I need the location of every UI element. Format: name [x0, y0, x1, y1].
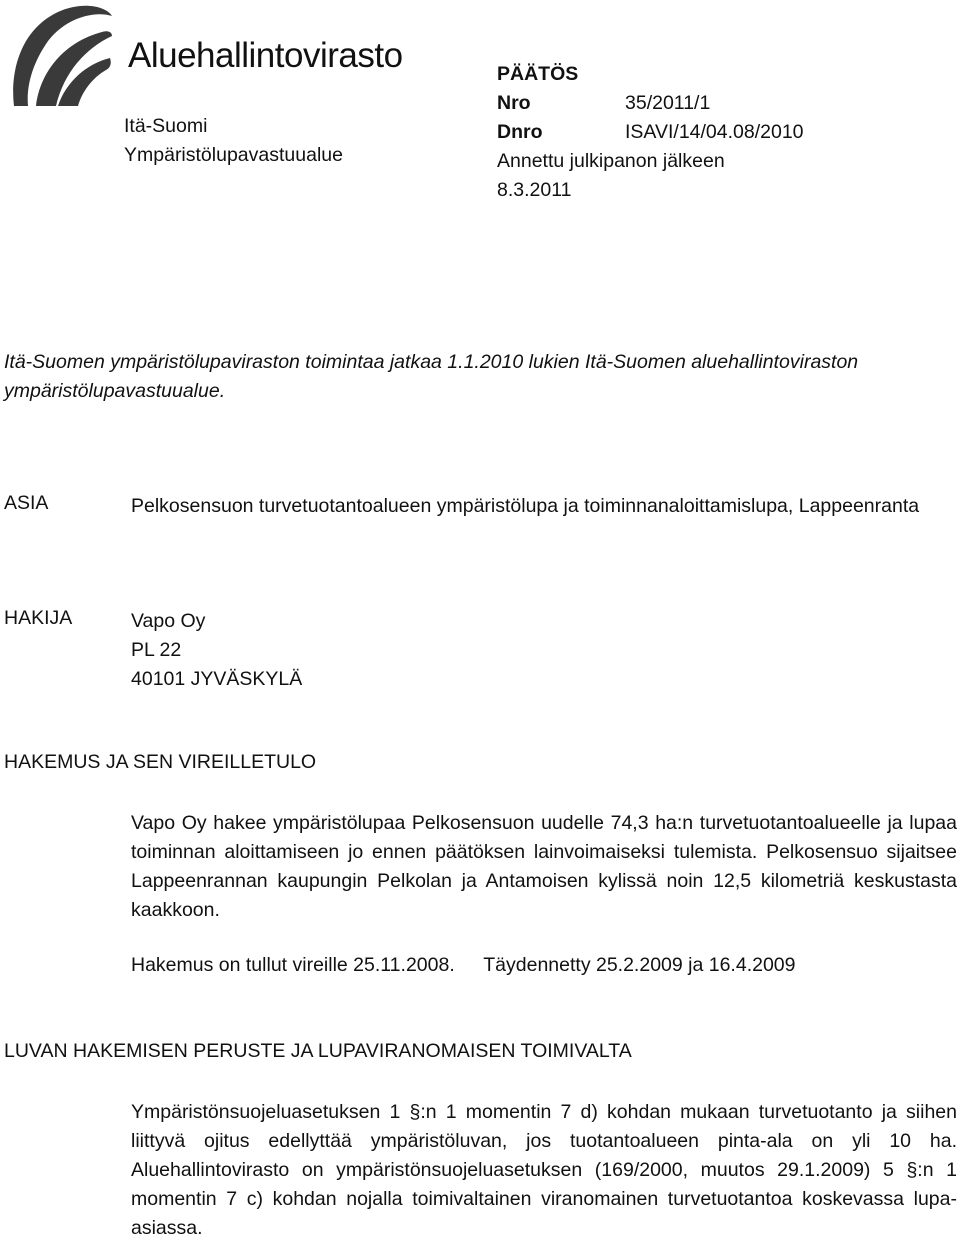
agency-logo-text: Aluehallintovirasto: [128, 36, 403, 75]
applicant-name: Vapo Oy: [131, 610, 206, 632]
hakija-address: [131, 607, 957, 694]
applicant-postcode-city: 40101 JYVÄSKYLÄ: [131, 668, 303, 690]
dnro-value: ISAVI/14/04.08/2010: [625, 121, 804, 143]
transfer-notice: Itä-Suomen ympäristölupaviraston toimintaa jatkaa 1.1.2010 lukien Itä-Suomen aluehallintoviraston ympäristölupavastuualue.: [4, 351, 859, 402]
nro-value: 35/2011/1: [625, 92, 711, 114]
org-unit: Ympäristölupavastuualue: [124, 144, 343, 166]
asia-text: Pelkosensuon turvetuotantoalueen ympäristölupa ja toiminnanaloittamislupa, Lappeenranta: [131, 495, 920, 517]
decision-header: [497, 60, 804, 205]
dnro-label: Dnro: [497, 121, 543, 143]
applicant-po-box: PL 22: [131, 639, 182, 661]
hakemus-heading: HAKEMUS JA SEN VIREILLETULO: [4, 751, 317, 773]
asia-label: ASIA: [4, 492, 49, 514]
peruste-heading: LUVAN HAKEMISEN PERUSTE JA LUPAVIRANOMAISEN TOIMIVALTA: [4, 1040, 632, 1062]
nro-label: Nro: [497, 92, 531, 114]
peruste-paragraph: Ympäristönsuojeluasetuksen 1 §:n 1 momentin 7 d) kohdan mukaan turvetuotanto ja siihen liittyvä ojitus edellyttää ympäristöluvan, jos tuotantoalueen pinta-ala on yli 10 ha. Aluehallintovirasto on ympäristönsuojeluasetuksen (169/2000, muutos 29.1.2009) 5 §:n 1 momentin 7 c) kohdan nojalla toimivaltainen viranomainen turvetuotantoa koskevassa lupa-asiassa.: [131, 1101, 957, 1239]
hakemus-paragraph: Vapo Oy hakee ympäristölupaa Pelkosensuon uudelle 74,3 ha:n turvetuotantoalueelle ja lupaa toiminnan aloittamiseen jo ennen päätöksen lainvoimaiseksi tulemista. Pelkosensuo sijaitsee Lappeenrannan kaupungin Pelkolan ja Antamoisen kylissä noin 12,5 kilometriä keskustasta kaakkoon.: [131, 812, 957, 921]
filed-text: Hakemus on tullut vireille 25.11.2008.: [131, 954, 455, 976]
org-region: Itä-Suomi: [124, 115, 208, 137]
issued-label: Annettu julkipanon jälkeen: [497, 150, 725, 172]
issued-date: 8.3.2011: [497, 179, 572, 201]
doc-type: PÄÄTÖS: [497, 63, 579, 85]
hakija-label: HAKIJA: [4, 607, 73, 629]
organization-unit: [124, 112, 343, 170]
agency-logo-icon: [6, 2, 114, 108]
hakemus-filed: [131, 954, 796, 977]
supplemented-text: Täydennetty 25.2.2009 ja 16.4.2009: [483, 954, 796, 976]
